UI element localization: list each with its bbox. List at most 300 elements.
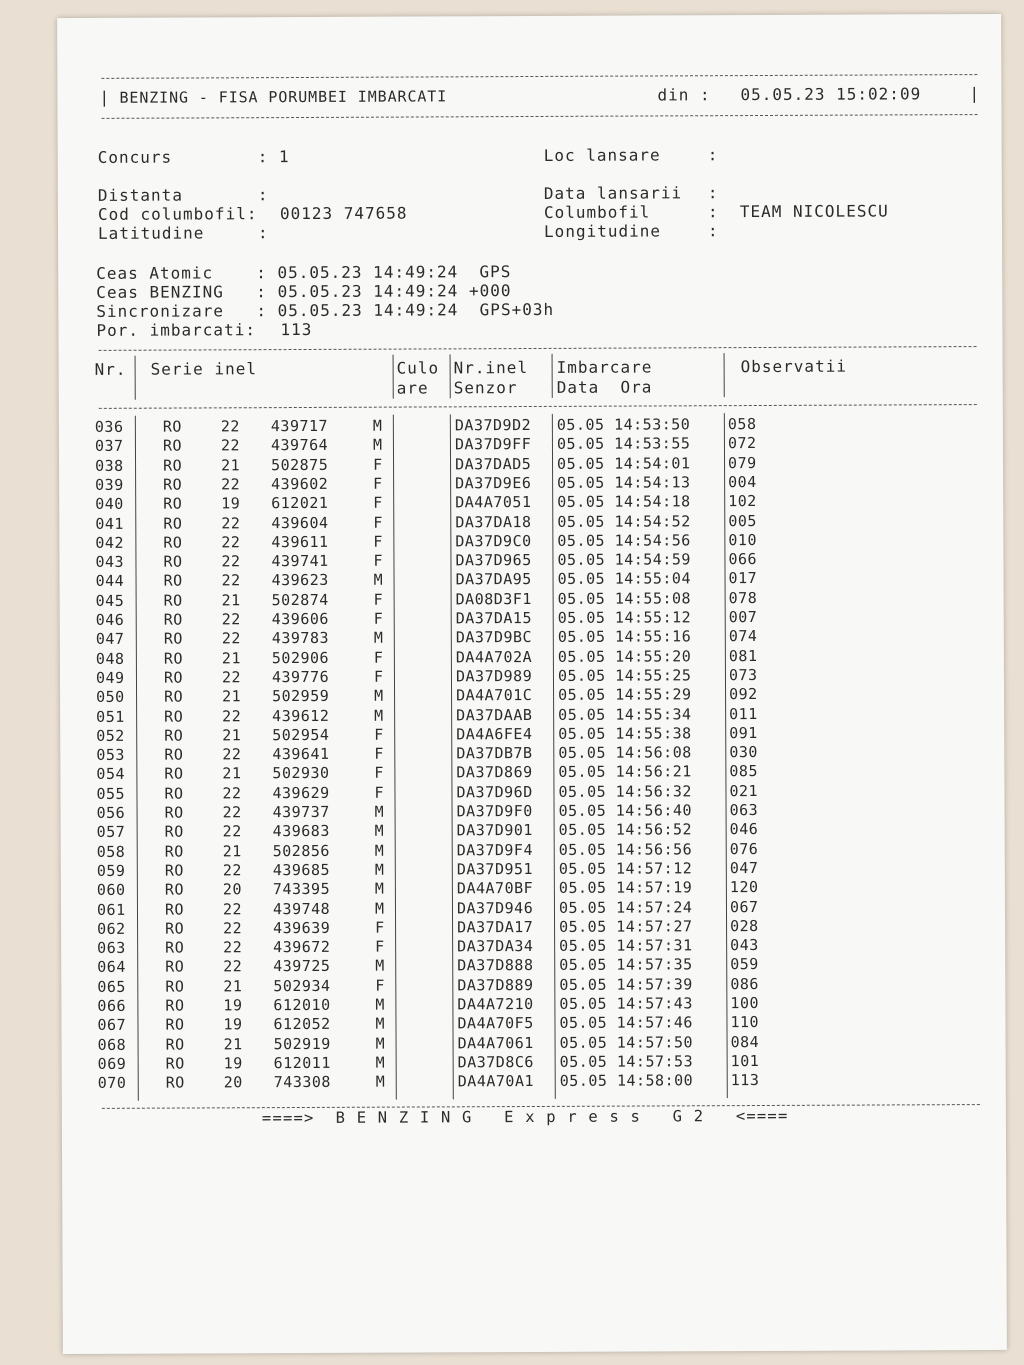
row-ring-number: 439717 — [270, 416, 329, 436]
header-right-bar: | — [969, 84, 980, 104]
row-observation: 067 — [729, 897, 759, 916]
row-observation: 059 — [730, 955, 759, 974]
row-country: RO — [162, 417, 182, 436]
row-sensor-id: DA4A7061 — [457, 1033, 534, 1052]
row-boarding-time: 05.05 14:55:25 — [557, 666, 692, 685]
row-nr: 061 — [96, 900, 126, 919]
porumbei-imbarcati-value: 113 — [280, 319, 313, 340]
row-year: 21 — [222, 726, 242, 745]
row-year: 21 — [223, 976, 243, 996]
row-country: RO — [163, 514, 183, 533]
row-ring-number: 439641 — [272, 744, 330, 764]
row-sex: M — [373, 571, 384, 590]
row-observation: 113 — [730, 1071, 760, 1090]
row-boarding-time: 05.05 14:54:18 — [557, 492, 691, 512]
row-year: 21 — [223, 1034, 243, 1053]
row-sex: M — [374, 706, 384, 725]
header-sep-5 — [724, 353, 725, 397]
row-country: RO — [164, 861, 184, 880]
row-sex: M — [375, 1034, 386, 1053]
row-ring-number: 439602 — [271, 474, 329, 494]
row-nr: 063 — [97, 938, 126, 957]
row-observation: 043 — [730, 936, 759, 955]
row-sensor-id: DA37D951 — [456, 859, 534, 879]
col-observatii: Observatii — [740, 356, 847, 377]
header-sep-3 — [450, 354, 451, 398]
row-boarding-time: 05.05 14:56:32 — [558, 781, 692, 801]
row-sensor-id: DA37D901 — [456, 821, 533, 840]
row-observation: 007 — [728, 608, 758, 627]
row-ring-number: 439629 — [272, 783, 330, 802]
row-sensor-id: DA37D9F0 — [456, 801, 533, 821]
row-ring-number: 439612 — [272, 706, 330, 725]
row-year: 22 — [222, 899, 243, 918]
row-nr: 059 — [96, 861, 126, 880]
row-boarding-time: 05.05 14:56:08 — [558, 743, 692, 762]
row-country: RO — [163, 571, 183, 590]
row-sensor-id: DA37D889 — [457, 975, 534, 995]
row-nr: 065 — [97, 977, 126, 996]
row-year: 20 — [222, 880, 242, 899]
row-year: 22 — [222, 745, 242, 764]
print-datetime: 05.05.23 15:02:09 — [740, 84, 922, 105]
row-sex: F — [375, 918, 385, 937]
row-year: 22 — [221, 629, 241, 648]
row-country: RO — [163, 649, 183, 668]
row-sex: M — [374, 841, 385, 860]
row-boarding-time: 05.05 14:57:39 — [559, 974, 693, 994]
row-sensor-id: DA37D965 — [455, 551, 532, 570]
row-sex: M — [374, 686, 384, 705]
latitudine-value: : — [257, 223, 269, 243]
sincronizare-value: : 05.05.23 14:49:24 GPS+03h — [256, 299, 555, 321]
row-sex: F — [373, 493, 383, 512]
row-sensor-id: DA37D96D — [456, 782, 533, 802]
row-year: 21 — [222, 841, 242, 860]
row-observation: 120 — [729, 878, 759, 897]
row-observation: 100 — [730, 994, 760, 1013]
row-sex: M — [374, 802, 385, 821]
row-sex: F — [375, 976, 385, 995]
row-year: 21 — [222, 687, 242, 706]
loc-lansare-value: : — [707, 145, 719, 165]
row-boarding-time: 05.05 14:57:50 — [559, 1032, 694, 1052]
row-sex: F — [373, 532, 383, 551]
row-year: 19 — [223, 1054, 243, 1073]
row-sex: M — [373, 628, 384, 647]
row-country: RO — [165, 1015, 185, 1034]
row-country: RO — [163, 629, 183, 648]
row-sensor-id: DA08D3F1 — [455, 589, 532, 609]
ceas-atomic-value: : 05.05.23 14:49:24 GPS — [256, 262, 512, 283]
row-boarding-time: 05.05 14:54:13 — [557, 473, 691, 492]
row-country: RO — [164, 784, 184, 803]
concurs-value: : 1 — [257, 147, 290, 167]
row-boarding-time: 05.05 14:58:00 — [559, 1071, 694, 1091]
latitudine-label: Latitudine — [97, 223, 205, 243]
row-ring-number: 439764 — [270, 436, 329, 455]
row-ring-number: 612011 — [273, 1053, 331, 1073]
row-country: RO — [163, 610, 183, 629]
row-observation: 086 — [730, 974, 759, 993]
row-year: 19 — [223, 1015, 243, 1034]
col-imbarcare-2: Data Ora — [556, 377, 653, 397]
row-nr: 046 — [95, 610, 125, 629]
row-country: RO — [164, 880, 184, 899]
row-sensor-id: DA37D9E6 — [455, 473, 532, 493]
row-sex: M — [375, 1053, 386, 1072]
row-observation: 092 — [729, 685, 758, 704]
porumbei-imbarcati-label: Por. imbarcati: — [96, 320, 256, 340]
row-sensor-id: DA37DA15 — [455, 608, 533, 628]
row-year: 22 — [220, 436, 241, 455]
row-observation: 011 — [729, 704, 758, 723]
row-sex: M — [374, 879, 385, 898]
row-ring-number: 439737 — [272, 802, 330, 822]
row-year: 22 — [221, 610, 241, 629]
row-boarding-time: 05.05 14:54:01 — [556, 453, 691, 473]
row-nr: 062 — [97, 919, 126, 938]
row-year: 21 — [222, 764, 242, 783]
row-ring-number: 439611 — [271, 532, 329, 551]
row-country: RO — [163, 475, 183, 494]
col-imbarcare-1: Imbarcare — [556, 357, 653, 377]
row-observation: 021 — [729, 781, 759, 800]
row-boarding-time: 05.05 14:55:04 — [557, 569, 692, 589]
row-boarding-time: 05.05 14:56:21 — [558, 762, 692, 782]
row-sex: F — [375, 937, 385, 956]
row-boarding-time: 05.05 14:54:56 — [557, 531, 691, 550]
row-nr: 037 — [94, 437, 124, 456]
row-boarding-time: 05.05 14:55:38 — [558, 724, 692, 743]
row-country: RO — [163, 591, 183, 610]
pigeon-table — [59, 414, 1002, 1108]
row-sensor-id: DA4A70F5 — [457, 1014, 534, 1033]
row-sensor-id: DA37D9F4 — [456, 840, 534, 859]
row-year: 22 — [222, 822, 242, 841]
ceas-benzing-value: : 05.05.23 14:49:24 +000 — [256, 281, 512, 302]
row-nr: 050 — [96, 687, 125, 707]
row-sex: F — [374, 783, 385, 802]
row-nr: 056 — [96, 803, 126, 822]
row-country: RO — [165, 977, 185, 996]
ceas-atomic-label: Ceas Atomic — [96, 263, 214, 283]
row-sex: F — [373, 551, 384, 570]
concurs-label: Concurs — [97, 147, 173, 167]
row-ring-number: 502874 — [271, 590, 329, 609]
row-country: RO — [165, 938, 185, 957]
row-observation: 063 — [729, 801, 759, 820]
row-sensor-id: DA4A701C — [456, 686, 533, 705]
row-year: 22 — [222, 861, 242, 880]
row-year: 22 — [222, 803, 242, 822]
table-top-rule — [99, 346, 977, 351]
row-boarding-time: 05.05 14:55:16 — [557, 627, 692, 647]
row-nr: 041 — [95, 514, 124, 533]
row-sex: M — [375, 957, 385, 976]
row-sex: M — [374, 821, 385, 840]
row-observation: 005 — [728, 511, 757, 530]
row-sensor-id: DA37DAD5 — [454, 454, 532, 473]
row-nr: 040 — [95, 494, 124, 514]
col-serie-inel: Serie inel — [150, 359, 257, 379]
row-observation: 010 — [728, 530, 758, 549]
row-country: RO — [163, 456, 183, 475]
row-nr: 036 — [94, 417, 124, 436]
row-boarding-time: 05.05 14:57:31 — [559, 936, 693, 955]
row-sex: F — [373, 648, 384, 667]
row-country: RO — [163, 552, 183, 571]
row-sensor-id: DA4A7051 — [455, 493, 532, 512]
row-country: RO — [165, 1073, 185, 1092]
row-sex: F — [373, 474, 383, 493]
row-observation: 028 — [730, 916, 759, 935]
row-year: 22 — [221, 571, 241, 590]
row-country: RO — [165, 919, 185, 938]
row-boarding-time: 05.05 14:56:56 — [558, 839, 693, 859]
cod-columbofil-label: Cod columbofil: — [97, 204, 258, 224]
row-sensor-id: DA37DB7B — [456, 744, 533, 763]
row-ring-number: 612052 — [273, 1015, 331, 1034]
row-country: RO — [165, 996, 185, 1015]
longitudine-label: Longitudine — [543, 221, 662, 241]
row-sensor-id: DA37DA95 — [455, 570, 532, 589]
row-year: 22 — [222, 706, 242, 725]
row-ring-number: 439623 — [271, 571, 329, 590]
columbofil-value: : TEAM NICOLESCU — [707, 201, 889, 222]
longitudine-value: : — [707, 221, 719, 241]
row-sex: F — [373, 513, 383, 532]
row-nr: 051 — [96, 707, 125, 726]
row-sensor-id: DA37DA17 — [457, 917, 534, 937]
row-boarding-time: 05.05 14:55:34 — [558, 704, 692, 724]
row-sensor-id: DA4A7210 — [457, 994, 534, 1014]
row-ring-number: 612010 — [273, 995, 331, 1015]
row-nr: 047 — [95, 630, 125, 649]
row-observation: 074 — [728, 627, 758, 646]
row-nr: 060 — [96, 880, 126, 900]
row-year: 22 — [223, 919, 243, 938]
row-ring-number: 439683 — [272, 822, 330, 841]
row-ring-number: 743395 — [272, 880, 331, 899]
row-nr: 067 — [97, 1016, 127, 1035]
row-country: RO — [165, 1054, 185, 1073]
cod-columbofil-value: 00123 747658 — [279, 203, 408, 224]
col-nr-inel-2: Senzor — [453, 378, 518, 398]
row-ring-number: 439685 — [272, 860, 331, 880]
row-observation: 004 — [728, 472, 757, 492]
row-sex: F — [373, 455, 383, 474]
row-country: RO — [164, 803, 184, 822]
footer-banner: ====> B E N Z I N G E x p r e s s G 2 <==== — [261, 1106, 789, 1128]
header-sep-4 — [552, 354, 553, 398]
row-ring-number: 439604 — [271, 513, 329, 532]
row-sensor-id: DA37DA34 — [457, 937, 534, 956]
row-ring-number: 502875 — [271, 455, 329, 474]
row-ring-number: 439672 — [273, 937, 331, 957]
row-nr: 042 — [95, 533, 125, 552]
row-country: RO — [165, 957, 185, 976]
row-ring-number: 502934 — [273, 976, 331, 995]
row-observation: 101 — [730, 1051, 760, 1071]
row-ring-number: 502856 — [272, 841, 330, 860]
row-sensor-id: DA37D8C6 — [457, 1052, 534, 1072]
row-ring-number: 439639 — [273, 918, 331, 937]
row-observation: 078 — [728, 588, 758, 607]
row-sensor-id: DA37DA18 — [455, 512, 532, 531]
row-boarding-time: 05.05 14:55:12 — [557, 608, 692, 627]
row-ring-number: 743308 — [273, 1073, 331, 1092]
row-sensor-id: DA37D9FF — [454, 435, 532, 454]
distanta-label: Distanta — [97, 185, 183, 205]
row-nr: 069 — [97, 1054, 127, 1073]
row-observation: 030 — [729, 743, 758, 762]
row-ring-number: 502954 — [272, 725, 330, 744]
row-year: 22 — [223, 957, 243, 976]
row-sex: M — [372, 416, 383, 435]
distanta-value: : — [257, 185, 269, 205]
row-country: RO — [164, 842, 184, 861]
row-nr: 054 — [96, 765, 126, 784]
row-year: 22 — [222, 783, 242, 803]
row-ring-number: 439783 — [271, 629, 330, 648]
row-year: 22 — [223, 938, 243, 957]
col-nr: Nr. — [94, 359, 127, 379]
row-country: RO — [163, 494, 183, 513]
row-sex: M — [374, 860, 385, 879]
row-ring-number: 502930 — [272, 764, 330, 783]
din-label: din : — [657, 85, 711, 105]
row-ring-number: 439725 — [273, 957, 331, 976]
report-title: BENZING - FISA PORUMBEI IMBARCATI — [119, 87, 448, 107]
row-year: 22 — [221, 552, 241, 571]
row-nr: 057 — [96, 823, 126, 842]
row-country: RO — [164, 687, 184, 706]
row-sensor-id: DA37D989 — [455, 666, 533, 686]
row-year: 19 — [221, 494, 241, 513]
row-sex: M — [372, 435, 383, 454]
row-sex: M — [374, 899, 385, 918]
row-sensor-id: DA37D9D2 — [454, 416, 532, 435]
row-boarding-time: 05.05 14:57:46 — [559, 1013, 693, 1033]
row-country: RO — [163, 668, 184, 687]
row-sex: F — [374, 764, 384, 783]
row-boarding-time: 05.05 14:57:35 — [559, 955, 693, 975]
row-ring-number: 439748 — [272, 899, 331, 918]
header-left-bar: | — [99, 87, 110, 107]
row-nr: 070 — [97, 1073, 127, 1093]
row-nr: 044 — [95, 572, 125, 591]
header-top-rule — [101, 74, 977, 79]
row-sensor-id: DA4A6FE4 — [456, 724, 533, 744]
row-nr: 045 — [95, 591, 125, 610]
col-culoare-2: are — [396, 378, 429, 398]
sincronizare-label: Sincronizare — [96, 301, 225, 321]
row-country: RO — [164, 764, 184, 783]
row-observation: 085 — [729, 762, 759, 781]
row-boarding-time: 05.05 14:54:52 — [557, 511, 691, 531]
table-row — [62, 1070, 962, 1093]
row-nr: 064 — [97, 958, 126, 977]
row-sensor-id: DA37D946 — [456, 898, 534, 917]
row-nr: 043 — [95, 552, 125, 571]
row-nr: 068 — [97, 1035, 127, 1054]
row-sensor-id: DA37DAAB — [456, 705, 533, 724]
row-sex: F — [374, 744, 384, 763]
row-country: RO — [164, 822, 184, 841]
row-year: 21 — [221, 590, 241, 610]
row-sex: M — [375, 1014, 386, 1033]
row-ring-number: 502906 — [271, 648, 330, 667]
row-observation: 102 — [728, 492, 757, 511]
row-sensor-id: DA37D9BC — [455, 628, 533, 647]
row-sensor-id: DA4A702A — [455, 647, 533, 666]
row-ring-number: 502959 — [272, 687, 330, 706]
row-observation: 047 — [729, 858, 759, 878]
row-sensor-id: DA37D9C0 — [455, 531, 532, 551]
row-country: RO — [164, 900, 185, 919]
loc-lansare-label: Loc lansare — [543, 145, 661, 165]
row-sex: F — [373, 667, 384, 686]
row-sex: M — [375, 995, 385, 1014]
row-boarding-time: 05.05 14:57:12 — [558, 859, 693, 878]
row-observation: 091 — [729, 723, 758, 742]
row-nr: 053 — [96, 745, 125, 764]
row-ring-number: 439776 — [271, 667, 330, 687]
row-country: RO — [164, 707, 184, 726]
data-lansarii-label: Data lansarii — [543, 183, 683, 203]
row-year: 22 — [220, 417, 240, 436]
row-boarding-time: 05.05 14:55:08 — [557, 588, 692, 608]
header-sep-1 — [135, 356, 136, 400]
row-observation: 076 — [729, 839, 759, 858]
row-nr: 055 — [96, 784, 126, 803]
row-sex: M — [375, 1072, 386, 1091]
row-boarding-time: 05.05 14:57:27 — [559, 917, 693, 936]
row-ring-number: 439741 — [271, 551, 329, 571]
row-boarding-time: 05.05 14:53:55 — [556, 434, 691, 454]
row-sex: F — [373, 609, 384, 628]
row-boarding-time: 05.05 14:53:50 — [556, 415, 691, 434]
printed-sheet — [57, 14, 1007, 1354]
row-observation: 066 — [728, 550, 758, 569]
row-nr: 066 — [97, 996, 127, 1015]
row-sensor-id: DA4A70BF — [456, 879, 534, 898]
row-country: RO — [164, 726, 184, 745]
row-observation: 081 — [728, 646, 758, 665]
row-nr: 038 — [95, 456, 124, 475]
row-nr: 052 — [96, 726, 125, 745]
row-observation: 073 — [728, 665, 758, 685]
row-observation: 058 — [727, 415, 757, 434]
row-boarding-time: 05.05 14:56:52 — [558, 820, 693, 840]
row-year: 22 — [221, 533, 241, 552]
table-header-rule — [99, 404, 977, 409]
row-nr: 058 — [96, 842, 126, 861]
row-country: RO — [163, 533, 183, 552]
row-observation: 046 — [729, 820, 759, 839]
row-nr: 049 — [95, 668, 125, 687]
row-boarding-time: 05.05 14:55:20 — [557, 646, 692, 666]
row-year: 21 — [221, 648, 241, 667]
row-sex: F — [374, 725, 384, 744]
ceas-benzing-label: Ceas BENZING — [96, 282, 224, 302]
row-country: RO — [162, 436, 183, 455]
row-boarding-time: 05.05 14:57:19 — [558, 878, 693, 898]
row-boarding-time: 05.05 14:55:29 — [558, 685, 692, 705]
row-year: 22 — [221, 668, 242, 687]
row-year: 22 — [221, 513, 241, 532]
